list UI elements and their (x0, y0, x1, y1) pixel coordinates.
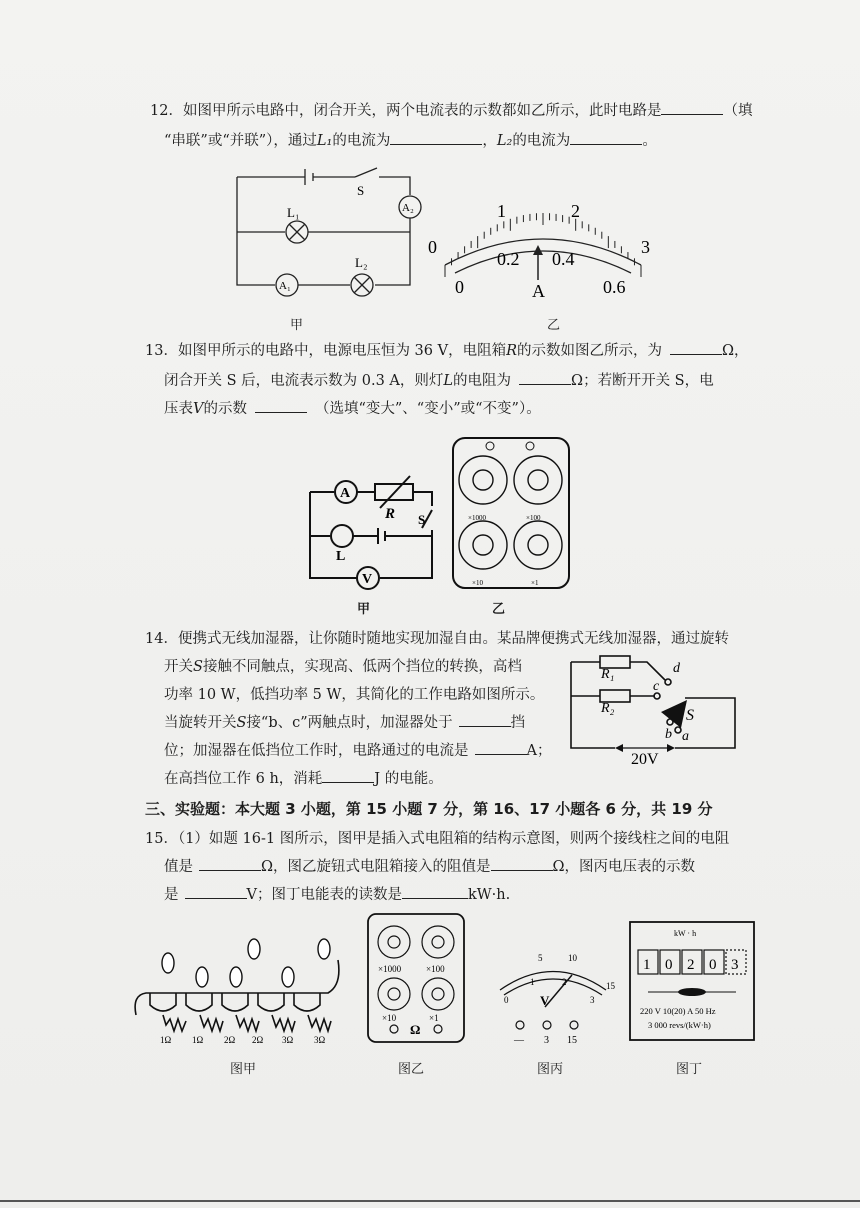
dial-mult-100: ×100 (426, 964, 445, 974)
q15-dial-resistance-box (366, 912, 466, 1044)
q12-line2: “串联”或“并联”），通过L₁的电流为 ，L₂的电流为 。 (164, 130, 657, 152)
box-label-2: 1Ω (192, 1035, 204, 1045)
v-top-0: 0 (504, 995, 509, 1005)
label-S: S (357, 183, 365, 198)
answer-blank[interactable] (322, 768, 374, 783)
dial-bottom-3: 0.6 (603, 277, 626, 297)
v-bottom-1: 1 (530, 977, 535, 987)
v-top-10: 10 (568, 953, 577, 963)
label-L1: L₁ (287, 205, 300, 220)
page-bottom-edge (0, 1200, 860, 1202)
label-a: a (682, 729, 689, 744)
box-label-5: 3Ω (282, 1035, 294, 1045)
q12-ammeter-dial (425, 195, 665, 305)
dial-mult-10: ×10 (472, 579, 483, 587)
dial-mult-1000: ×1000 (468, 514, 486, 522)
v-unit: V (540, 993, 550, 1008)
label-R2: R₂ (601, 701, 615, 716)
digit-1: 1 (643, 957, 651, 973)
q14-line1: 14．便携式无线加湿器，让你随时随地实现加湿自由。某品牌便携式无线加湿器，通过旋转 (145, 631, 729, 647)
q15-line1: 15．（1）如题 16-1 图所示，图甲是插入式电阻箱的结构示意图，则两个接线柱之间的电阻 (145, 831, 730, 847)
answer-blank[interactable] (390, 130, 482, 145)
q13-line3: 压表V的示数 （选填“变大”、“变小”或“不变”）。 (164, 398, 541, 420)
q14-humidifier-circuit (565, 650, 745, 770)
meter-spec: 220 V 10(20) A 50 Hz (640, 1006, 716, 1016)
ohm-symbol: Ω (410, 1022, 421, 1037)
digit-4: 0 (709, 957, 717, 973)
dial-bottom-0: 0 (455, 277, 464, 297)
answer-blank[interactable] (185, 884, 247, 899)
q13-fig-jia: 甲 (357, 602, 371, 617)
answer-blank[interactable] (570, 130, 642, 145)
q14-line4: 当旋转开关S接“b、c”两触点时，加湿器处于 挡 (164, 712, 525, 734)
label-b: b (665, 727, 672, 742)
answer-blank[interactable] (475, 740, 527, 755)
box-label-6: 3Ω (314, 1035, 326, 1045)
label-V: V (362, 572, 373, 587)
label-S: S (418, 512, 426, 527)
dial-mult-1000: ×1000 (378, 964, 402, 974)
label-L2: L₂ (355, 255, 368, 270)
q12-circuit-diagram (225, 165, 435, 300)
fig-label-c: 图丙 (537, 1062, 564, 1077)
label-A: A (340, 486, 351, 501)
answer-blank[interactable] (661, 100, 723, 115)
q15-voltmeter (490, 945, 620, 1045)
q12-fig-jia: 甲 (290, 318, 304, 333)
fig-label-a: 图甲 (230, 1062, 257, 1077)
label-R: R (385, 506, 396, 522)
label-d: d (673, 661, 680, 676)
q14-line3: 功率 10 W，低挡功率 5 W，其简化的工作电路如图所示。 (164, 687, 545, 703)
digit-3: 2 (687, 957, 695, 973)
q13-circuit-diagram (300, 470, 450, 595)
q14-line5: 位；加湿器在低挡位工作时，电路通过的电流是 A； (164, 740, 551, 762)
box-label-1: 1Ω (160, 1035, 172, 1045)
q15-line3: 是 V；图丁电能表的读数是 kW·h. (164, 884, 510, 906)
meter-revs: 3 000 revs/(kW·h) (648, 1020, 711, 1030)
v-bottom-2: 2 (562, 977, 567, 987)
dial-top-2: 2 (571, 201, 580, 221)
q14-line6: 在高挡位工作 6 h，消耗 J 的电能。 (164, 768, 443, 790)
answer-blank[interactable] (255, 398, 307, 413)
meter-unit: kW · h (674, 929, 697, 938)
dial-unit: A (532, 281, 545, 301)
dial-mult-10: ×10 (382, 1013, 397, 1023)
box-label-4: 2Ω (252, 1035, 264, 1045)
label-A1: A₁ (279, 280, 291, 292)
label-c: c (653, 679, 660, 694)
q13-fig-yi: 乙 (492, 602, 506, 617)
fig-label-b: 图乙 (398, 1062, 425, 1077)
q15-line2: 值是 Ω，图乙旋钮式电阻箱接入的阻值是 Ω，图丙电压表的示数 (164, 856, 695, 878)
label-L: L (336, 549, 346, 564)
dial-top-0: 0 (428, 237, 437, 257)
q14-line2: 开关S接触不同触点，实现高、低两个挡位的转换，高档 (164, 659, 522, 675)
label-A2: A₂ (402, 202, 414, 214)
answer-blank[interactable] (491, 856, 553, 871)
digit-5: 3 (731, 957, 739, 973)
dial-mult-1: ×1 (429, 1013, 439, 1023)
dial-top-3: 3 (641, 237, 650, 257)
q13-line1: 13．如图甲所示的电路中，电源电压恒为 36 V，电阻箱R的示数如图乙所示，为 Ω， (145, 340, 749, 362)
dial-mult-100: ×100 (526, 514, 541, 522)
label-R1: R₁ (601, 667, 615, 682)
terminal-3: 3 (544, 1035, 549, 1045)
dial-top-1: 1 (497, 201, 506, 221)
answer-blank[interactable] (519, 370, 571, 385)
fig-label-d: 图丁 (676, 1062, 703, 1077)
answer-blank[interactable] (670, 340, 722, 355)
q15-energy-meter (628, 920, 756, 1042)
box-label-3: 2Ω (224, 1035, 236, 1045)
v-top-5: 5 (538, 953, 543, 963)
q15-plug-resistance-box (128, 935, 353, 1045)
q12-fig-yi: 乙 (547, 318, 561, 333)
label-20V: 20V (631, 751, 659, 768)
dial-mult-1: ×1 (531, 579, 539, 587)
section-3-heading: 三、实验题：本大题 3 小题，第 15 小题 7 分，第 16、17 小题各 6 分，共 19 分 (145, 800, 713, 818)
answer-blank[interactable] (459, 712, 511, 727)
dial-bottom-1: 0.2 (497, 249, 520, 269)
digit-2: 0 (665, 957, 673, 973)
label-S: S (686, 707, 694, 724)
terminal-15: 15 (567, 1035, 577, 1045)
answer-blank[interactable] (402, 884, 468, 899)
terminal-neg: — (514, 1035, 524, 1045)
v-bottom-3: 3 (590, 995, 595, 1005)
q13-resistance-box (450, 432, 572, 592)
q13-line2: 闭合开关 S 后，电流表示数为 0.3 A，则灯L的电阻为 Ω；若断开开关 S，电 (164, 370, 714, 392)
dial-bottom-2: 0.4 (552, 249, 575, 269)
answer-blank[interactable] (199, 856, 261, 871)
q12-line1: 12．如图甲所示电路中，闭合开关，两个电流表的示数都如乙所示，此时电路是 （填 (150, 100, 752, 122)
v-top-15: 15 (606, 981, 615, 991)
